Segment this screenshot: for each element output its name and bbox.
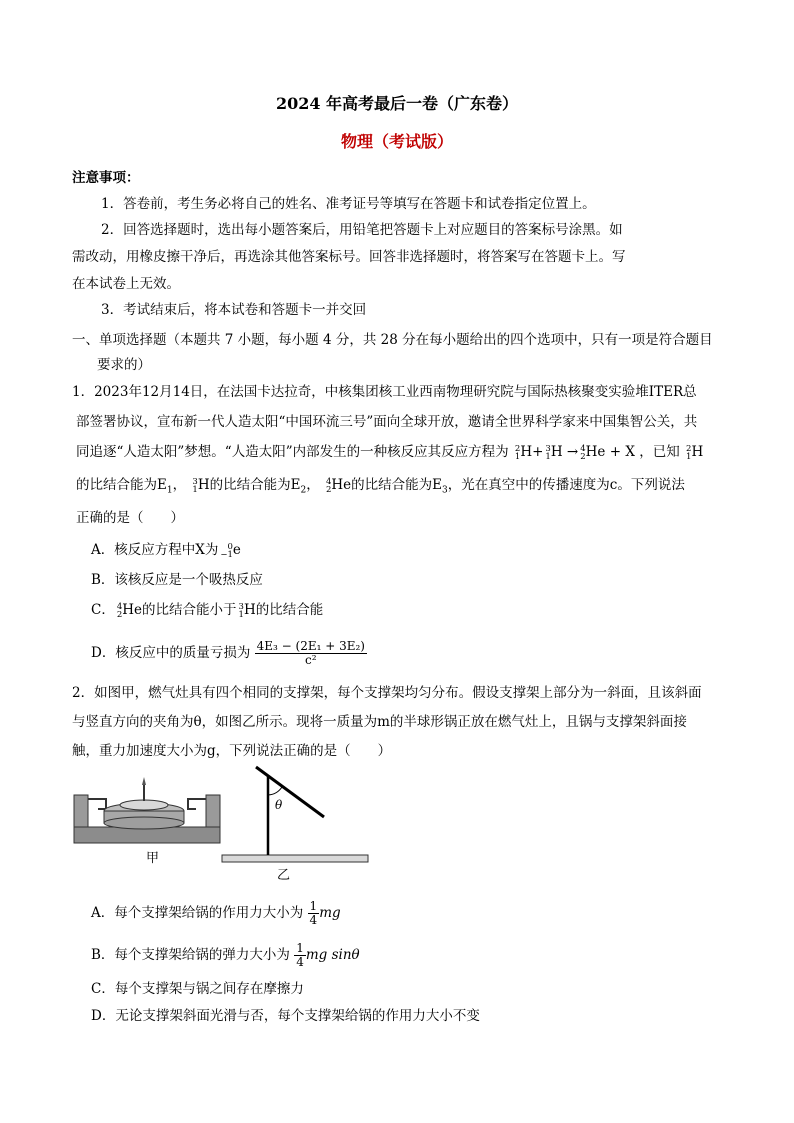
q1-option-c: C． 4 2 He的比结合能小于 3 1 H的比结合能 <box>91 601 324 620</box>
q1-line4-c: 的比结合能为E <box>351 477 443 493</box>
q1-line3: 同追逐“人造太阳”梦想。“人造太阳”内部发生的一种核反应其反应方程为 2 1 H+ 3 1 H → 4 2 He + X ，已知 2 1 H <box>76 443 704 462</box>
q1-option-d-text: D．核反应中的质量亏损为 <box>91 645 251 661</box>
q2-option-b <box>91 942 360 969</box>
q1-option-c-a: C． <box>91 602 115 618</box>
q2-line1: 2．如图甲，燃气灶具有四个相同的支撑架，每个支撑架均匀分布。假设支撑架上部分为一斜面，且该斜面 <box>72 685 702 701</box>
q1-line5: 正确的是（ ） <box>76 510 184 526</box>
q2-option-c: C．每个支撑架与锅之间存在摩擦力 <box>91 981 304 997</box>
q2-option-d: D．无论支撑架斜面光滑与否，每个支撑架给锅的作用力大小不变 <box>91 1008 480 1024</box>
notice-item-2-line2: 需改动，用橡皮擦干净后，再选涂其他答案标号。回答非选择题时，将答案写在答题卡上。写 <box>72 249 626 265</box>
q1-option-a: A．核反应方程中X为 0 −1 e <box>91 541 241 560</box>
q1-line3-tail: ，已知 <box>639 444 680 460</box>
section-heading-line2: 要求的） <box>97 357 151 373</box>
q2-line3: 触，重力加速度大小为g，下列说法正确的是（ ） <box>72 743 392 759</box>
figure-bracket-angle-label: θ <box>275 798 283 812</box>
q2-option-b-fraction: $\frac{1}{4}$ <box>296 941 304 969</box>
q2-line2: 与竖直方向的夹角为θ，如图乙所示。现将一质量为m的半球形锅正放在燃气灶上，且锅与支撑架斜面接 <box>72 714 687 730</box>
page-subtitle: 物理（考试版） <box>340 132 453 151</box>
q1-option-c-b: 的比结合能小于 <box>142 602 237 618</box>
q1-line1: 1．2023年12月14日，在法国卡达拉奇，中核集团核工业西南物理研究院与国际热核聚变实验堆ITER总 <box>72 384 697 400</box>
notice-heading: 注意事项： <box>72 170 140 186</box>
q2-option-a-tail: mg <box>319 905 341 921</box>
q1-line4-a: 的比结合能为E <box>76 477 167 493</box>
q1-line2: 部签署协议，宣布新一代人造太阳“中国环流三号”面向全球开放，邀请全世界科学家来中国集智公关，共 <box>76 414 698 430</box>
q1-option-c-c: 的比结合能 <box>255 602 324 618</box>
q1-line4-b: 的比结合能为E <box>209 477 301 493</box>
section-heading-line1: 一、单项选择题（本题共 7 小题，每小题 4 分，共 28 分在每小题给出的四个选项中，只有一项是符合题目 <box>72 332 713 348</box>
q1-option-d <box>91 640 367 667</box>
q2-option-a <box>91 900 341 927</box>
page-title: 2024 年高考最后一卷（广东卷） <box>275 94 519 113</box>
notice-item-2-line3: 在本试卷上无效。 <box>72 276 180 292</box>
figure-stove <box>72 767 222 847</box>
q1-line4-d: ，光在真空中的传播速度为c。下列说法 <box>447 477 685 493</box>
figure-bracket <box>220 765 370 865</box>
q1-option-b: B．该核反应是一个吸热反应 <box>91 572 263 588</box>
q2-option-b-tail: mg sinθ <box>305 947 360 963</box>
figure-bracket-caption: 乙 <box>277 868 291 883</box>
notice-item-1: 1．答卷前，考生务必将自己的姓名、准考证号等填写在答题卡和试卷指定位置上。 <box>101 196 596 212</box>
q2-option-a-fraction: $\frac{1}{4}$ <box>309 899 318 927</box>
q1-option-d-fraction: $\frac{\text{4E₃ − (2E₁ + 3E₂)}}{\text{c²}}$ <box>256 639 365 667</box>
figure-stove-caption: 甲 <box>146 851 160 866</box>
q1-line4: 的比结合能为$E_1$， 3 1 H的比结合能为$E_2$， 4 2 He的比结合能为$E_3$，光在真空中的传播速度为c。下列说法 <box>76 476 685 496</box>
q1-option-a-text: A．核反应方程中X为 <box>91 542 219 558</box>
q1-reaction-equation: 2 1 H+ 3 1 H → 4 2 He + X <box>514 443 640 462</box>
q2-option-b-text: B．每个支撑架给锅的弹力大小为 <box>91 947 290 963</box>
notice-item-2-line1: 2．回答选择题时，选出每小题答案后，用铅笔把答题卡上对应题目的答案标号涂黑。如 <box>101 222 623 238</box>
notice-item-3: 3．考试结束后，将本试卷和答题卡一并交回 <box>101 302 367 318</box>
q2-option-a-text: A．每个支撑架给锅的作用力大小为 <box>91 905 304 921</box>
q1-line3-text: 同追逐“人造太阳”梦想。“人造太阳”内部发生的一种核反应其反应方程为 <box>76 444 509 460</box>
